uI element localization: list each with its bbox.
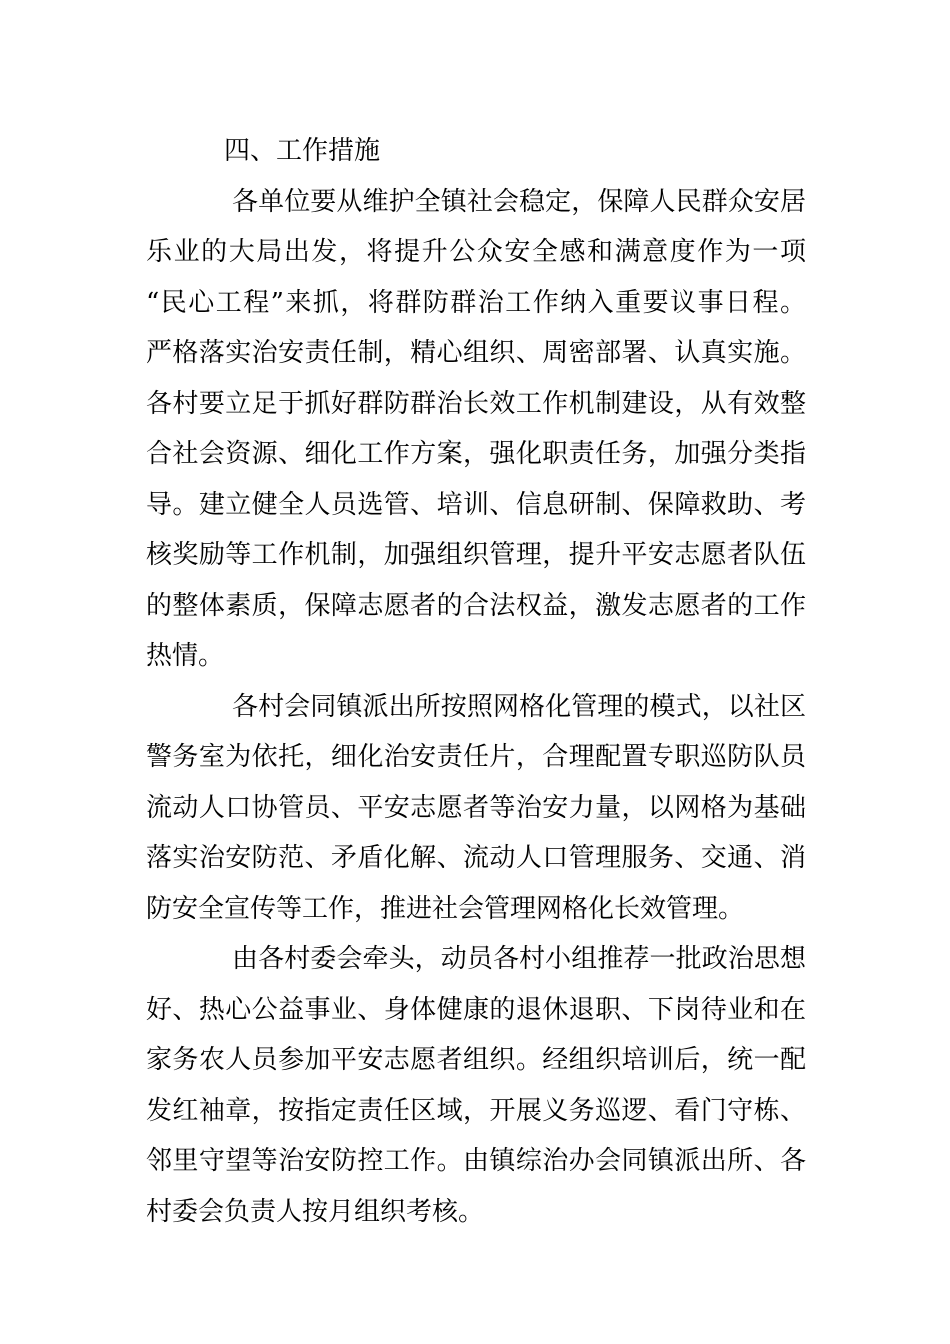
text-line: 各村要立足于抓好群防群治长效工作机制建设，从有效整: [146, 388, 806, 419]
text-line: 落实治安防范、矛盾化解、流动人口管理服务、交通、消: [146, 843, 806, 873]
section-heading: 四、工作措施: [224, 136, 381, 166]
text-line: “民心工程”来抓，将群防群治工作纳入重要议事日程。: [146, 287, 806, 318]
document-body: [146, 126, 806, 1237]
text-line: 导。建立健全人员选管、培训、信息研制、保障救助、考: [146, 489, 806, 520]
text-line: 村委会负责人按月组织考核。: [146, 1196, 485, 1227]
text-line: 各村会同镇派出所按照网格化管理的模式，以社区: [232, 691, 806, 722]
text-line: 防安全宣传等工作，推进社会管理网格化长效管理。: [146, 893, 745, 924]
paragraph-1: [146, 177, 806, 682]
text-line: 各单位要从维护全镇社会稳定，保障人民群众安居: [232, 186, 806, 217]
text-line: 核奖励等工作机制，加强组织管理，提升平安志愿者队伍: [146, 540, 806, 570]
text-line: 流动人口协管员、平安志愿者等治安力量，以网格为基础: [146, 792, 806, 823]
text-line: 警务室为依托，细化治安责任片，合理配置专职巡防队员: [146, 742, 806, 772]
paragraph-3: [146, 934, 806, 1237]
text-line: 邻里守望等治安防控工作。由镇综治办会同镇派出所、各: [146, 1146, 806, 1176]
paragraph-2: [146, 682, 806, 935]
text-line: 的整体素质，保障志愿者的合法权益，激发志愿者的工作: [146, 590, 806, 621]
text-line: 乐业的大局出发，将提升公众安全感和满意度作为一项: [146, 237, 806, 267]
text-line: 由各村委会牵头，动员各村小组推荐一批政治思想: [232, 944, 806, 974]
text-line: 家务农人员参加平安志愿者组织。经组织培训后，统一配: [146, 1045, 806, 1075]
text-line: 合社会资源、细化工作方案，强化职责任务，加强分类指: [146, 439, 806, 469]
text-line: 发红袖章，按指定责任区域，开展义务巡逻、看门守栋、: [146, 1095, 806, 1126]
text-line: 好、热心公益事业、身体健康的退休退职、下岗待业和在: [146, 994, 806, 1025]
text-line: 严格落实治安责任制，精心组织、周密部署、认真实施。: [146, 338, 806, 368]
text-line: 热情。: [146, 641, 225, 671]
